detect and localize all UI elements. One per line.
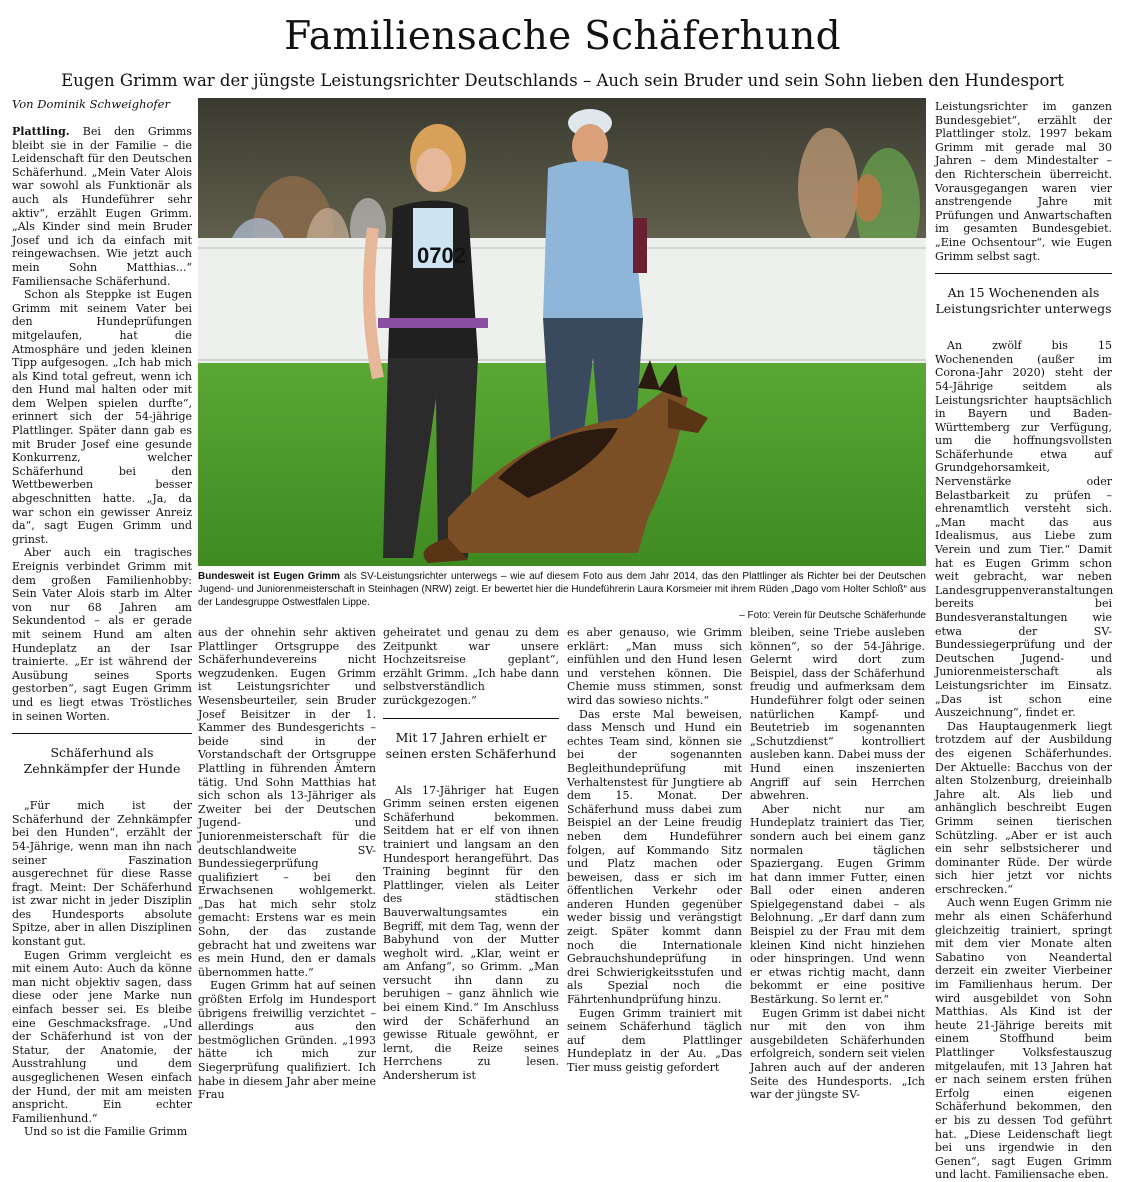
article-column-6 bbox=[935, 100, 1114, 1182]
article-column-4 bbox=[567, 626, 742, 1074]
subheadline: Eugen Grimm war der jüngste Leistungsrichter Deutschlands – Auch sein Bruder und sein Sohn lieben den Hundesport bbox=[61, 71, 1064, 90]
byline: Von Dominik Schweighofer bbox=[12, 97, 170, 111]
paragraph: Als 17-Jähriger hat Eugen Grimm seinen ersten eigenen Schäferhund bekommen. Seitdem hat er elf von ihnen trainiert und langsam an den Hundesport herangeführt. Das Training beginnt für den Plattlinger, vielen als Leiter des städtischen Bauverwaltungsamtes ein Begriff, mit dem Tag, wenn der Babyhund von der Mutter wegholt wird. „Klar, weint er am Anfang“, so Grimm. „Man versucht ihn dann zu beruhigen – ganz ähnlich wie bei einem Kind.“ Im Anschluss wird der Schäferhund an gewisse Rituale gewöhnt, er lernt, die Reize seines Herrchens zu lesen. Andersherum ist bbox=[383, 783, 559, 1083]
photo-credit: – Foto: Verein für Deutsche Schäferhunde bbox=[739, 610, 926, 621]
paragraph: Auch wenn Eugen Grimm nie mehr als einen Schäferhund gleichzeitig trainiert, springt mit dem vier Monate alten Sabatino von Neandertal derzeit ein zweiter Vierbeiner im Familienhaus herum. Der wird ausgebildet von Sohn Matthias. Als Kind ist der heute 21-Jährige bereits mit einem Stoffhund beim Plattlinger Volksfestauszug mitgelaufen, mit 13 Jahren hat er nach seinem ersten frühen Erfolg einen eigenen Schäferhund bekommen, den er bis zu dessen Tod geführt hat. „Diese Leidenschaft liegt bei uns irgendwie in den Genen“, sagt Eugen Grimm und lacht. Familiensache eben. bbox=[935, 896, 1112, 1182]
section-subhead: Mit 17 Jahren erhielt er seinen ersten Schäferhund bbox=[383, 718, 559, 774]
paragraph: Und so ist die Familie Grimm bbox=[24, 1125, 188, 1139]
caption-lead: Bundesweit ist Eugen Grimm bbox=[198, 571, 341, 582]
paragraph-text: Bei den Grimms bleibt sie in der Familie – die Leidenschaft für den Deutschen Schäferhund. „Mein Vater Alois war sowohl als Funktionär als auch als Hundeführer sehr aktiv“, erzählt Eugen Grimm. „Als Kinder sind mein Bruder Josef und ich da einfach mit reingewachsen. Wie jetzt auch mein Sohn Matthias...“ Familiensache Schäferhund. bbox=[12, 125, 192, 288]
section-subhead: An 15 Wochenenden als Leistungsrichter unterwegs bbox=[935, 273, 1112, 329]
paragraph: aus der ohnehin sehr aktiven Plattlinger Ortsgruppe des Schäferhundevereins nicht wegzudenken. Eugen Grimm ist Leistungsrichter und Wesensbeurteiler, sein Bruder Josef Beisitzer in der 1. Kammer des Bundesgerichts – beide sind in der Vorstandschaft der Ortsgruppe Plattling in führenden Ämtern tätig. Und Sohn Matthias hat sich schon als 13-Jähriger als Zweiter bei der Deutschen Jugend- und Juniorenmeisterschaft für die deutschlandweite SV-Bundessiegerprüfung qualifiziert – bei den Erwachsenen wohlgemerkt. „Das hat mich sehr stolz gemacht: Erstens war es mein Sohn, der das zustande gebracht hat und zweitens war es mein Hund, den er damals übernommen hatte.“ bbox=[198, 626, 376, 979]
paragraph: Leistungsrichter im ganzen Bundesgebiet“, erzählt der Plattlinger stolz. 1997 bekam Grimm mit gerade mal 30 Jahren – dem Mindestalter – den Richterschein überreicht. Vorausgegangen waren vier anstrengende Jahre mit Prüfungen und Anwartschaften im gesamten Bundesgebiet. „Eine Ochsentour“, wie Eugen Grimm selbst sagt. bbox=[935, 100, 1112, 263]
photo-illustration bbox=[198, 98, 926, 566]
caption-text: als SV-Leistungsrichter unterwegs – wie auf diesem Foto aus dem Jahr 2014, das den Plattlinger als Richter bei der Deutschen Jugend- und Juniorenmeisterschaft in Steinhagen (NRW) zeigt. Er bewertet hier die Hundeführerin Laura Korsmeier mit ihrem Rüden „Dago vom Holter Schloß“ aus der Landesgruppe Ostwestfalen Lippe. bbox=[198, 571, 926, 608]
bib-number: 0702 bbox=[417, 243, 466, 268]
paragraph: Das erste Mal beweisen, dass Mensch und Hund ein echtes Team sind, können sie bei der sogenannten Begleithundeprüfung mit Verhaltenstest für Jungtiere ab dem 15. Monat. Der Schäferhund muss dabei zum Beispiel an der Leine freudig neben dem Hundeführer folgen, auf Kommando Sitz und Platz machen oder beweisen, dass er sich im öffentlichen Verkehr oder anderen Hunden gegenüber weder bissig und verängstigt zeigt. Später kommt dann noch die Internationale Gebrauchshundeprüfung in drei Schwierigkeitsstufen und als Spezial noch die Fährtenhundprüfung hinzu. bbox=[567, 707, 742, 1007]
article-column-5 bbox=[750, 626, 925, 1102]
paragraph: Eugen Grimm trainiert mit seinem Schäferhund täglich auf dem Plattlinger Hundeplatz in der Au. „Das Tier muss geistig gefordert bbox=[567, 1006, 742, 1074]
paragraph: bleiben, seine Triebe ausleben können“, so der 54-Jährige. Gelernt wird dort zum Beispiel, dass der Schäferhund freudig und aufmerksam dem Hundeführer folgt oder seinen natürlichen Kampf- und Beutetrieb im sogenannten „Schutzdienst“ kontrolliert ausleben kann. Dabei muss der Hund einen inszenierten Angriff auf sein Herrchen abwehren. bbox=[750, 626, 925, 803]
paragraph: Eugen Grimm ist dabei nicht nur mit den von ihm ausgebildeten Schäferhunden erfolgreich, sondern seit vielen Jahren auch auf der anderen Seite des Hundesports. „Ich war der jüngste SV- bbox=[750, 1006, 925, 1102]
paragraph: Eugen Grimm hat auf seinen größten Erfolg im Hundesport übrigens freiwillig verzichtet – allerdings aus den bestmöglichen Gründen. „1993 hätte ich mich zur Siegerprüfung qualifiziert. Ich habe in diesem Jahr aber meine Frau bbox=[198, 979, 376, 1102]
paragraph: Aber auch ein tragisches Ereignis verbindet Grimm mit dem großen Familienhobby: Sein Vater Alois starb im Alter von nur 68 Jahren am Sekundentod – als er gerade mit seinem Hund am alten Hundeplatz an der Isar trainierte. „Er ist während der Ausübung seines Sports gestorben“, sagt Eugen Grimm und es liegt etwas Tröstliches in seinen Worten. bbox=[12, 546, 192, 723]
paragraph: Das Hauptaugenmerk liegt trotzdem auf der Ausbildung des eigenen Schäferhundes. Der Aktuelle: Bacchus von der alten Stolzenburg, dreieinhalb Jahre alt. Als lieb und anhänglich beschreibt Eugen Grimm seinen tierischen Schützling. „Aber er ist auch ein sehr selbstsicherer und dominanter Rüde. Der würde sich hier jetzt vor nichts erschrecken.“ bbox=[935, 719, 1112, 896]
paragraph: geheiratet und genau zu dem Zeitpunkt war unsere Hochzeitsreise geplant“, erzählt Grimm. „Ich habe dann selbstverständlich zurückgezogen.“ bbox=[383, 626, 559, 707]
paragraph bbox=[12, 125, 192, 288]
article-photo bbox=[198, 98, 926, 566]
paragraph: Eugen Grimm vergleicht es mit einem Auto: Auch da könne man nicht objektiv sagen, dass diese oder jene Marke nun einfach besser sei. Es bleibe eine Geschmacksfrage. „Und der Schäferhund ist von der Statur, der Anatomie, der Ausstrahlung und dem ausgeglichenen Wesen einfach der Hund, der mit am meisten anspricht. Ein echter Familienhund.“ bbox=[12, 948, 192, 1125]
paragraph: es aber genauso, wie Grimm erklärt: „Man muss sich einfühlen und den Hund lesen und verstehen können. Die Chemie muss stimmen, sonst wird das sowieso nichts.“ bbox=[567, 626, 742, 707]
headline: Familiensache Schäferhund bbox=[284, 14, 841, 59]
photo-caption bbox=[198, 570, 926, 622]
section-subhead: Schäferhund als Zehnkämpfer der Hunde bbox=[12, 733, 192, 789]
paragraph: Schon als Steppke ist Eugen Grimm mit seinem Vater bei den Hundeprüfungen mitgelaufen, hat die Atmosphäre und jeden kleinen Tipp aufgesogen. „Ich hab mich als Kind total gefreut, wenn ich den Hund mal halten oder mit dem Welpen spielen durfte“, erinnert sich der 54-jährige Plattlinger. Später dann gab es mit Bruder Josef eine gesunde Konkurrenz, welcher Schäferhund bei den Wettbewerben besser abgeschnitten hatte. „Ja, da war schon ein gewisser Anreiz da“, sagt Eugen Grimm und grinst. bbox=[12, 288, 192, 546]
paragraph: An zwölf bis 15 Wochenenden (außer im Corona-Jahr 2020) steht der 54-Jährige seitdem als Leistungsrichter hauptsächlich in Bayern und Baden-Württemberg zur Verfügung, um die hoffnungsvollsten Schäferhunde etwa auf Grundgehorsamkeit, Nervenstärke oder Belastbarkeit zu prüfen – ehrenamtlich versteht sich. „Man macht das aus Idealismus, aus Liebe zum Verein und zum Tier.“ Damit hat es Eugen Grimm schon weit gebracht, war neben Landesgruppenveranstaltungen bereits bei Bundesveranstaltungen wie etwa der SV-Bundessiegerprüfung und der Deutschen Jugend- und Juniorenmeisterschaft als Leistungsrichter im Einsatz. „Das ist schon eine Auszeichnung“, findet er. bbox=[935, 339, 1114, 720]
article-column-1 bbox=[12, 125, 192, 1139]
paragraph: „Für mich ist der Schäferhund der Zehnkämpfer bei den Hunden“, erzählt der 54-Jährige, wenn man ihn nach seiner Faszination ausgerechnet für diese Rasse fragt. Meint: Der Schäferhund ist zwar nicht in jeder Disziplin des Hundesports absolute Spitze, aber in allen Disziplinen konstant gut. bbox=[12, 799, 192, 949]
article-column-2 bbox=[198, 626, 376, 1102]
article-column-3 bbox=[383, 626, 559, 1083]
dateline: Plattling. bbox=[12, 125, 70, 138]
paragraph: Aber nicht nur am Hundeplatz trainiert das Tier, sondern auch bei einem ganz normalen täglichen Spaziergang. Eugen Grimm hat dann immer Futter, einen Ball oder einen anderen Spielgegenstand dabei – als Belohnung. „Er darf dann zum Beispiel zu der Frau mit dem kleinen Kind nicht hinziehen oder hinspringen. Und wenn er etwas richtig macht, dann bekommt er eine positive Bestärkung. So lernt er.“ bbox=[750, 802, 925, 1007]
